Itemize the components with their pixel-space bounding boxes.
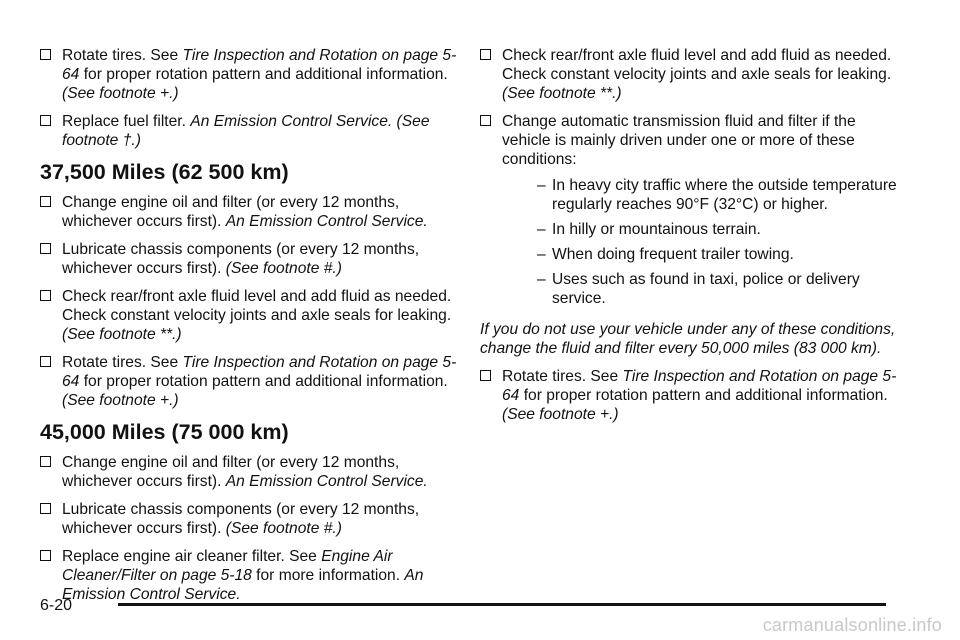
checklist-item-air-cleaner: Replace engine air cleaner filter. See Engine Air Cleaner/Filter on page 5-18 for more information. An Emission Control Service. xyxy=(40,547,464,604)
checkbox-icon xyxy=(480,49,491,60)
condition-item: – When doing frequent trailer towing. xyxy=(537,246,794,263)
checkbox-icon xyxy=(40,115,51,126)
page-number: 6-20 xyxy=(40,597,73,614)
checkbox-icon xyxy=(480,115,491,126)
checkbox-icon xyxy=(40,290,51,301)
checkbox-icon xyxy=(40,49,51,60)
left-column xyxy=(40,46,464,613)
section-heading-45000: 45,000 Miles (75 000 km) xyxy=(40,420,289,444)
checklist-item-lubricate-chassis: Lubricate chassis components (or every 12 months, whichever occurs first). (See footnote #.) xyxy=(40,500,464,538)
watermark: carmanualsonline.info xyxy=(762,615,942,635)
condition-item: – In heavy city traffic where the outside temperature regularly reaches 90°F (32°C) or higher. xyxy=(537,177,897,213)
checkbox-icon xyxy=(40,503,51,514)
checklist-item-rotate-tires: Rotate tires. See Tire Inspection and Rotation on page 5-64 for proper rotation pattern and additional information. (See footnote +.) xyxy=(40,46,464,103)
fluid-change-note: If you do not use your vehicle under any of these conditions, change the fluid and filter every 50,000 miles (83 000 km). xyxy=(480,321,896,357)
checklist-item-engine-oil: Change engine oil and filter (or every 12 months, whichever occurs first). An Emission Control Service. xyxy=(40,193,464,231)
checkbox-icon xyxy=(40,243,51,254)
checklist-item-axle-fluid: Check rear/front axle fluid level and add fluid as needed. Check constant velocity joints and axle seals for leaking. (See footnote **.) xyxy=(40,287,464,344)
checklist-item-transmission-fluid: Change automatic transmission fluid and filter if the vehicle is mainly driven under one or more of these conditions: xyxy=(480,112,904,169)
dash-bullet: – xyxy=(537,177,546,194)
checklist-item-fuel-filter: Replace fuel filter. An Emission Control Service. (See footnote †.) xyxy=(40,112,464,150)
checkbox-icon xyxy=(40,550,51,561)
checklist-item-axle-fluid: Check rear/front axle fluid level and add fluid as needed. Check constant velocity joints and axle seals for leaking. (See footnote **.) xyxy=(480,46,904,103)
footer-rule xyxy=(118,603,886,606)
right-column xyxy=(480,46,904,433)
checklist-item-engine-oil: Change engine oil and filter (or every 12 months, whichever occurs first). An Emission Control Service. xyxy=(40,453,464,491)
checkbox-icon xyxy=(40,456,51,467)
dash-bullet: – xyxy=(537,221,546,238)
dash-bullet: – xyxy=(537,271,546,288)
dash-bullet: – xyxy=(537,246,546,263)
checklist-item-lubricate-chassis: Lubricate chassis components (or every 12 months, whichever occurs first). (See footnote #.) xyxy=(40,240,464,278)
checkbox-icon xyxy=(480,370,491,381)
condition-item: – Uses such as found in taxi, police or delivery service. xyxy=(537,271,860,307)
section-heading-37500: 37,500 Miles (62 500 km) xyxy=(40,160,289,184)
condition-item: – In hilly or mountainous terrain. xyxy=(537,221,761,238)
checkbox-icon xyxy=(40,196,51,207)
checklist-item-rotate-tires: Rotate tires. See Tire Inspection and Rotation on page 5-64 for proper rotation pattern and additional information. (See footnote +.) xyxy=(480,367,904,424)
checkbox-icon xyxy=(40,356,51,367)
checklist-item-rotate-tires: Rotate tires. See Tire Inspection and Rotation on page 5-64 for proper rotation pattern and additional information. (See footnote +.) xyxy=(40,353,464,410)
